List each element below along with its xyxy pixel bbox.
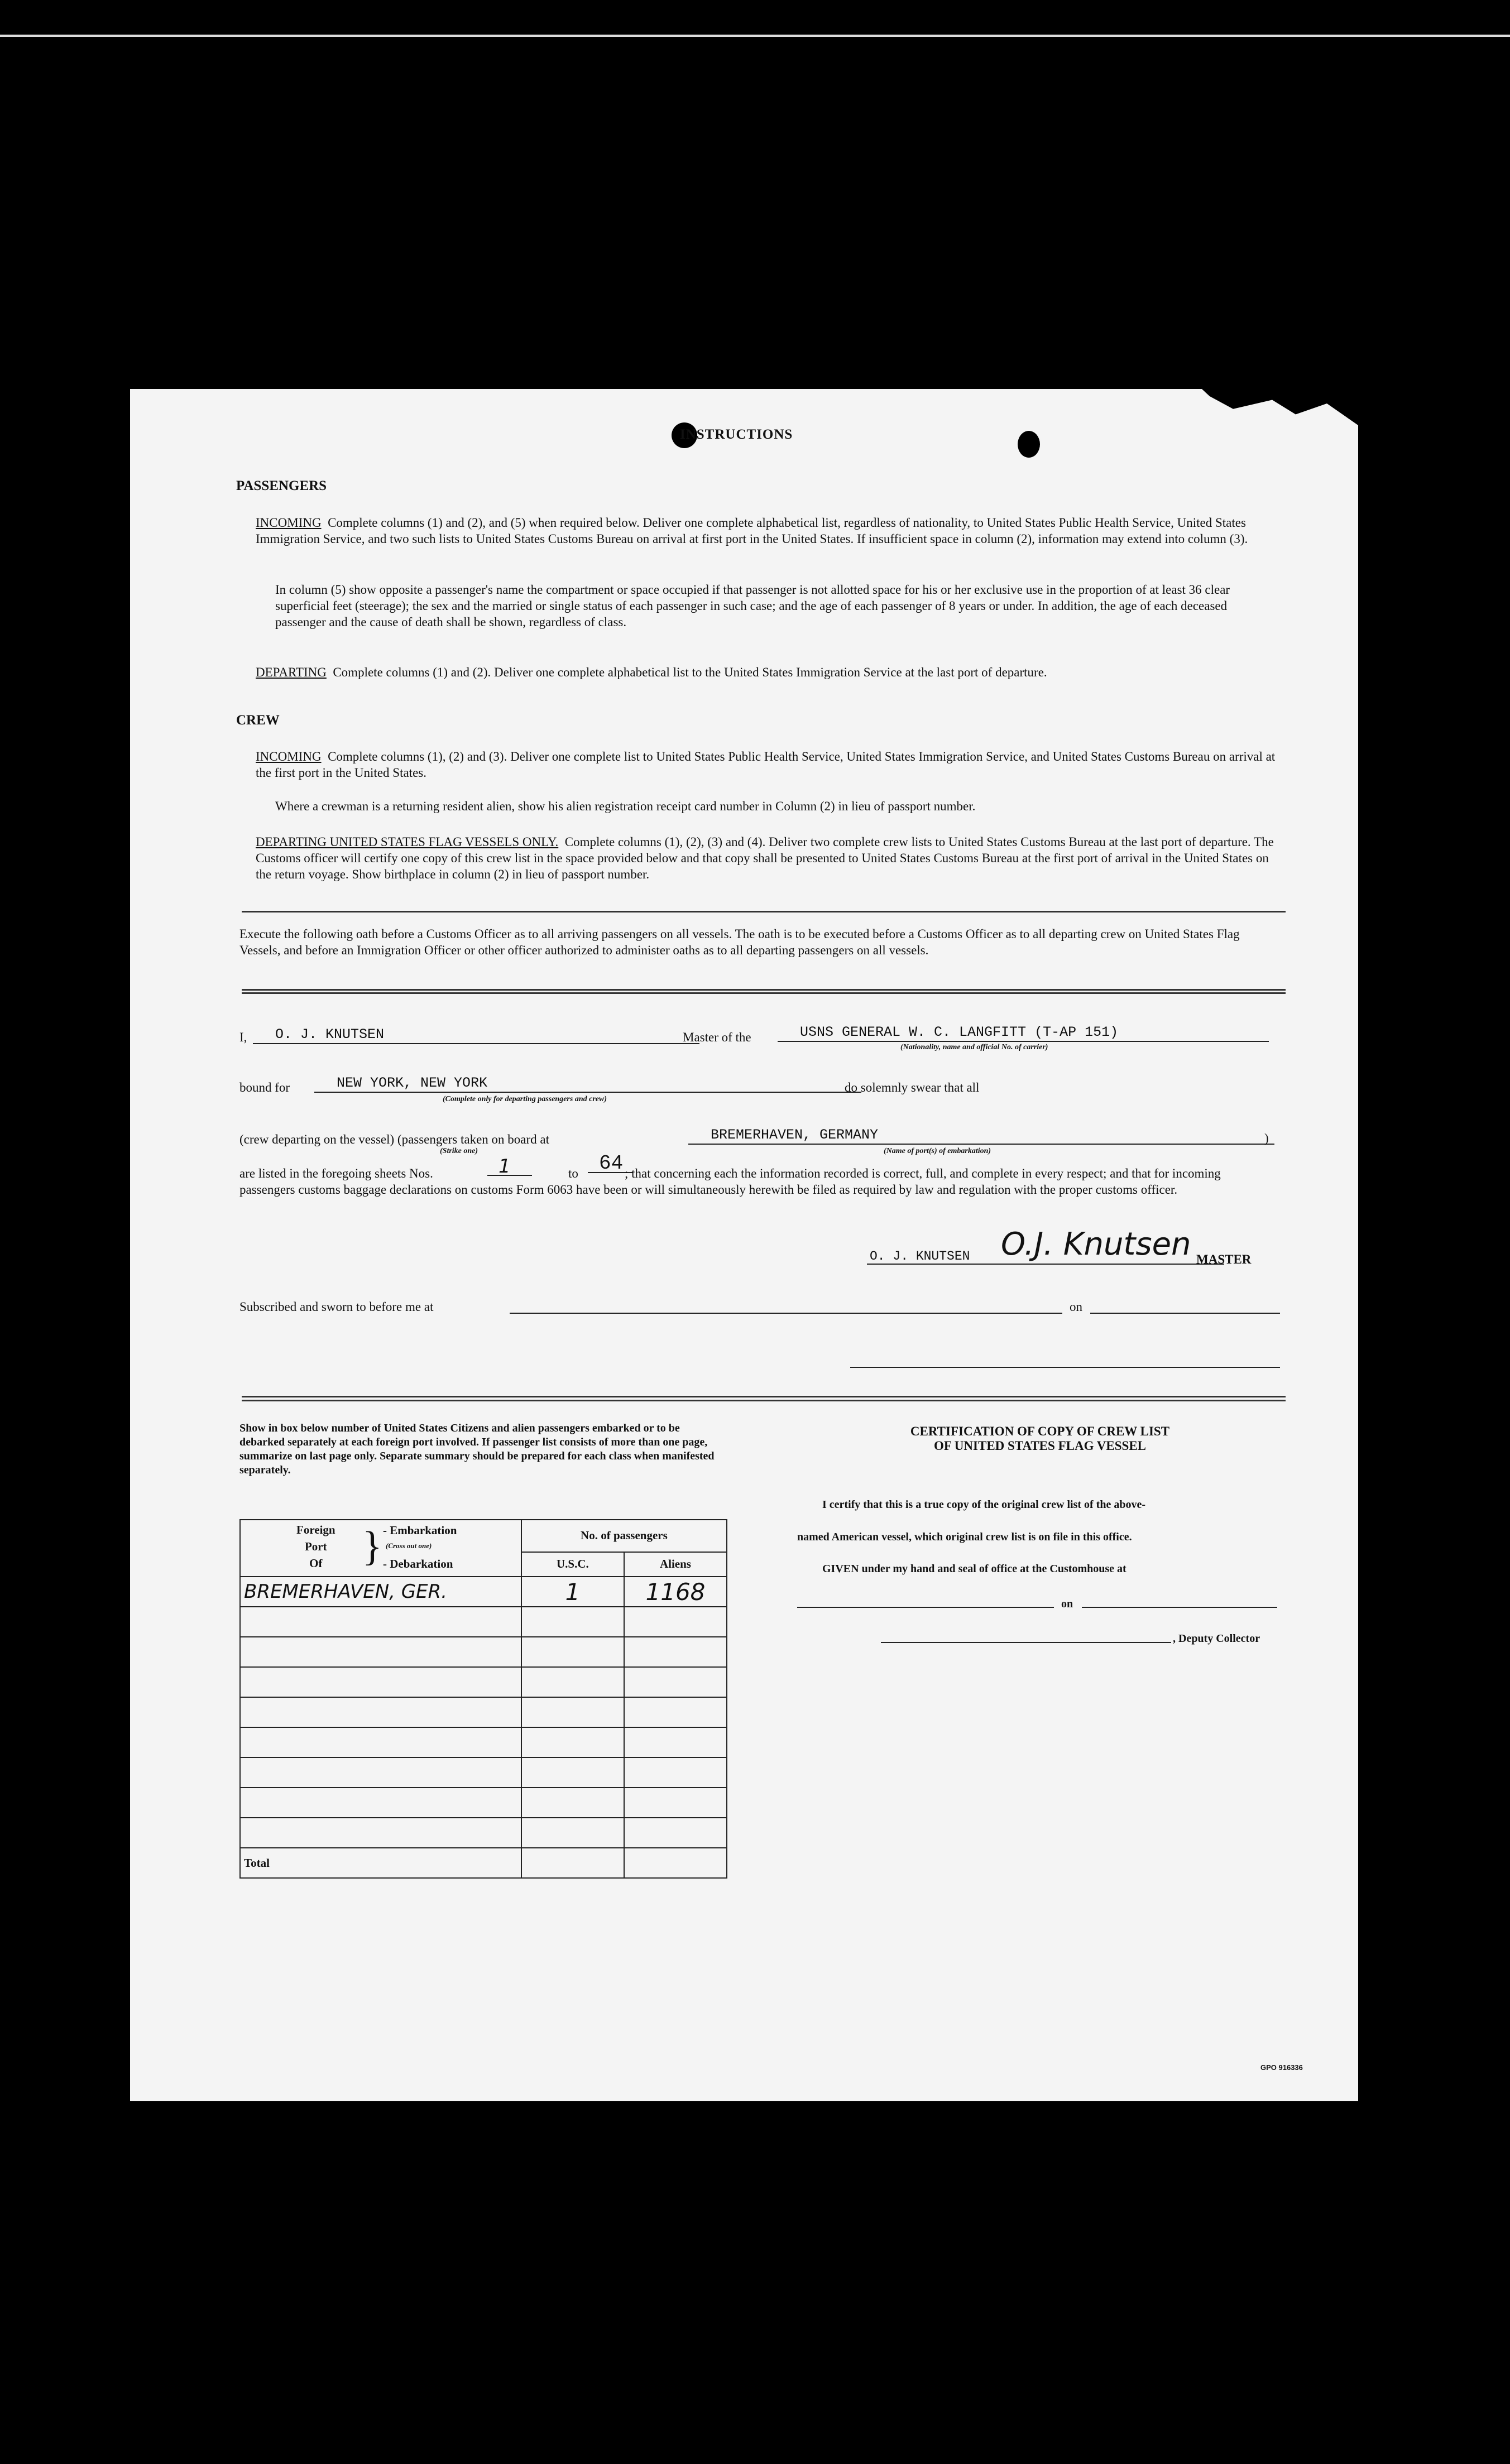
passengers-incoming [256,515,1277,547]
table-row [240,1818,727,1848]
certification-title-2: OF UNITED STATES FLAG VESSEL [933,1439,1147,1453]
aliens-cell[interactable]: 1168 [624,1577,727,1607]
aliens-cell[interactable] [624,1667,727,1697]
port-cell[interactable]: BREMERHAVEN, GER. [240,1577,521,1607]
crew-incoming-label: INCOMING [256,750,322,763]
crew-departing-text: Complete columns (1), (2), (3) and (4). Deliver two complete crew lists to United States Customs Bureau at the last port of departure. The Customs officer will certify one copy of this crew list in the space provided below and that copy shall be presented to United States Customs Bureau at the first port of arrival in the United States on the return voyage. Show birthplace in column (2) in lieu of passport number. [256,835,1274,881]
table-row [240,1637,727,1667]
table-row [240,1577,727,1607]
sheet-from-field[interactable]: 1 [487,1158,532,1176]
master-of-label: Master of the [683,1030,751,1044]
page-title: INSTRUCTIONS [680,427,793,442]
usc-cell[interactable] [521,1727,624,1757]
table-row [240,1697,727,1727]
passengers-departing [256,664,1277,680]
divider [242,911,1286,912]
punch-hole [1018,431,1040,458]
subscribed-at-line[interactable] [510,1313,1062,1314]
table-row [240,1727,727,1757]
i-label: I, [239,1030,247,1044]
deputy-collector-label: , Deputy Collector [1173,1632,1260,1645]
port-cell[interactable] [240,1607,521,1637]
departing-label: DEPARTING [256,665,327,679]
certification-date-line[interactable] [1082,1607,1277,1608]
port-cell[interactable] [240,1757,521,1788]
oath-statement [239,1165,1278,1198]
certification-text-3: GIVEN under my hand and seal of office at the Customhouse at [822,1563,1126,1575]
aliens-cell[interactable] [624,1697,727,1727]
usc-cell[interactable] [521,1788,624,1818]
crew-heading: CREW [236,713,280,728]
table-row [240,1607,727,1637]
crew-departing [256,834,1277,882]
no-passengers-header: No. of passengers [521,1520,727,1552]
usc-cell[interactable]: 1 [521,1577,624,1607]
foreign-label: Foreign [296,1523,335,1536]
port-header [240,1520,521,1577]
usc-cell[interactable] [521,1637,624,1667]
usc-header: U.S.C. [521,1552,624,1577]
film-edge-line [0,35,1510,37]
crew-resident: Where a crewman is a returning resident alien, show his alien registration receipt card number in Column (2) in lieu of passport number. [275,799,976,813]
divider [242,1400,1286,1401]
port-cell[interactable] [240,1667,521,1697]
oath-statement-text: ; that concerning each the information recorded is correct, full, and complete in every respect; and that for incoming passengers customs baggage declarations on customs Form 6063 have been or will simultaneously herewith be filed as required by law and regulation with the proper customs officer. [239,1166,1221,1197]
table-row [240,1788,727,1818]
torn-corner [1202,389,1358,425]
master-label: MASTER [1196,1252,1252,1266]
total-label: Total [240,1848,521,1878]
swear-label: do solemnly swear that all [845,1080,980,1094]
usc-cell[interactable] [521,1607,624,1637]
total-row [240,1848,727,1878]
aliens-cell[interactable] [624,1727,727,1757]
on-label: on [1070,1300,1082,1314]
certification-title-1: CERTIFICATION OF COPY OF CREW LIST [910,1424,1170,1438]
port-cell[interactable] [240,1788,521,1818]
bound-caption: (Complete only for departing passengers and crew) [443,1095,607,1103]
usc-cell[interactable] [521,1667,624,1697]
port-label: Port [304,1540,327,1553]
to-label: to [568,1166,578,1180]
aliens-header: Aliens [624,1552,727,1577]
port-caption: (Name of port(s) of embarkation) [884,1147,991,1155]
bound-for-field[interactable]: NEW YORK, NEW YORK [314,1075,861,1093]
table-row [240,1757,727,1788]
debarkation-label: - Debarkation [383,1557,453,1570]
sheets-label: are listed in the foregoing sheets Nos. [239,1166,433,1180]
aliens-cell[interactable] [624,1637,727,1667]
oath-intro: Execute the following oath before a Customs Officer as to all arriving passengers on all vessels. The oath is to be executed before a Customs Officer as to all departing crew on United States Flag Vessels, and before an Immigration Officer or other officer authorized to administer oaths as to all departing passengers on all vessels. [239,927,1240,957]
officer-signature-line[interactable] [850,1367,1280,1368]
port-cell[interactable] [240,1727,521,1757]
port-cell[interactable] [240,1818,521,1848]
crew-incoming-text: Complete columns (1), (2) and (3). Deliver one complete list to United States Public Health Service, United States Immigration Service, and United States Customs Bureau on arrival at the first port in the United States. [256,750,1276,780]
signed-name: O. J. KNUTSEN [870,1249,970,1264]
total-aliens-cell[interactable] [624,1848,727,1878]
master-name-field[interactable]: O. J. KNUTSEN [253,1026,699,1044]
cross-out-label: (Cross out one) [386,1541,432,1550]
subscribed-label: Subscribed and sworn to before me at [239,1300,434,1314]
table-row [240,1667,727,1697]
footer-code: GPO 916336 [1260,2063,1303,2072]
document-page [130,389,1358,2101]
collector-signature-line[interactable] [881,1642,1171,1643]
master-signature: O.J. Knutsen [1001,1226,1191,1262]
total-usc-cell[interactable] [521,1848,624,1878]
departing-text: Complete columns (1) and (2). Deliver one complete alphabetical list to the United States Immigration Service at the last port of departure. [333,665,1047,679]
usc-cell[interactable] [521,1818,624,1848]
signature-line [867,1264,1224,1265]
aliens-cell[interactable] [624,1607,727,1637]
close-paren: ) [1264,1131,1269,1145]
customhouse-line[interactable] [797,1607,1054,1608]
port-cell[interactable] [240,1637,521,1667]
aliens-cell[interactable] [624,1757,727,1788]
port-field[interactable]: BREMERHAVEN, GERMANY [688,1127,1274,1145]
strike-caption: (Strike one) [440,1147,478,1155]
divider [242,1396,1286,1397]
embarkation-label: - Embarkation [383,1524,457,1537]
bound-for-label: bound for [239,1080,290,1094]
usc-cell[interactable] [521,1757,624,1788]
port-cell[interactable] [240,1697,521,1727]
summary-instructions: Show in box below number of United States Citizens and alien passengers embarked or to be debarked separately at each foreign port involved. If passenger list consists of more than one page, summarize on last page only. Separate summary should be prepared for each class when manifested separately. [239,1422,715,1476]
vessel-caption: (Nationality, name and official No. of carrier) [900,1043,1048,1051]
brace: } [362,1524,382,1569]
vessel-field[interactable]: USNS GENERAL W. C. LANGFITT (T-AP 151) [778,1024,1269,1042]
passengers-heading: PASSENGERS [236,478,327,493]
certification-text-1: I certify that this is a true copy of the original crew list of the above- [822,1498,1145,1511]
of-label: Of [309,1557,323,1570]
crew-incoming [256,748,1277,781]
usc-cell[interactable] [521,1697,624,1727]
certification-title [789,1424,1291,1453]
passenger-summary-table [239,1519,727,1879]
incoming-text: Complete columns (1) and (2), and (5) when required below. Deliver one complete alphabetical list, regardless of nationality, to United States Public Health Service, United States Immigration Service, and two such lists to United States Customs Bureau on arrival at first port in the United States. If insufficient space in column (2), information may extend into column (3). [256,516,1248,546]
certification-on-label: on [1061,1598,1073,1610]
certification-text-2: named American vessel, which original crew list is on file in this office. [797,1531,1132,1543]
incoming-label: INCOMING [256,516,322,530]
aliens-cell[interactable] [624,1818,727,1848]
crew-passengers-label: (crew departing on the vessel) (passengers taken on board at [239,1132,549,1146]
aliens-cell[interactable] [624,1788,727,1818]
divider [242,992,1286,994]
divider [242,989,1286,991]
sheet-to-field[interactable]: 64 [588,1155,632,1173]
passengers-column5: In column (5) show opposite a passenger's name the compartment or space occupied if that passenger is not allotted space for his or her exclusive use in the proportion of at least 36 clear superficial feet (steerage); the sex and the married or single status of each passenger in such case; and the age of each passenger of 8 years or under. In addition, the age of each deceased passenger and the cause of death shall be shown, regardless of class. [275,583,1230,629]
crew-departing-label: DEPARTING UNITED STATES FLAG VESSELS ONLY. [256,835,559,849]
subscribed-date-line[interactable] [1090,1313,1280,1314]
